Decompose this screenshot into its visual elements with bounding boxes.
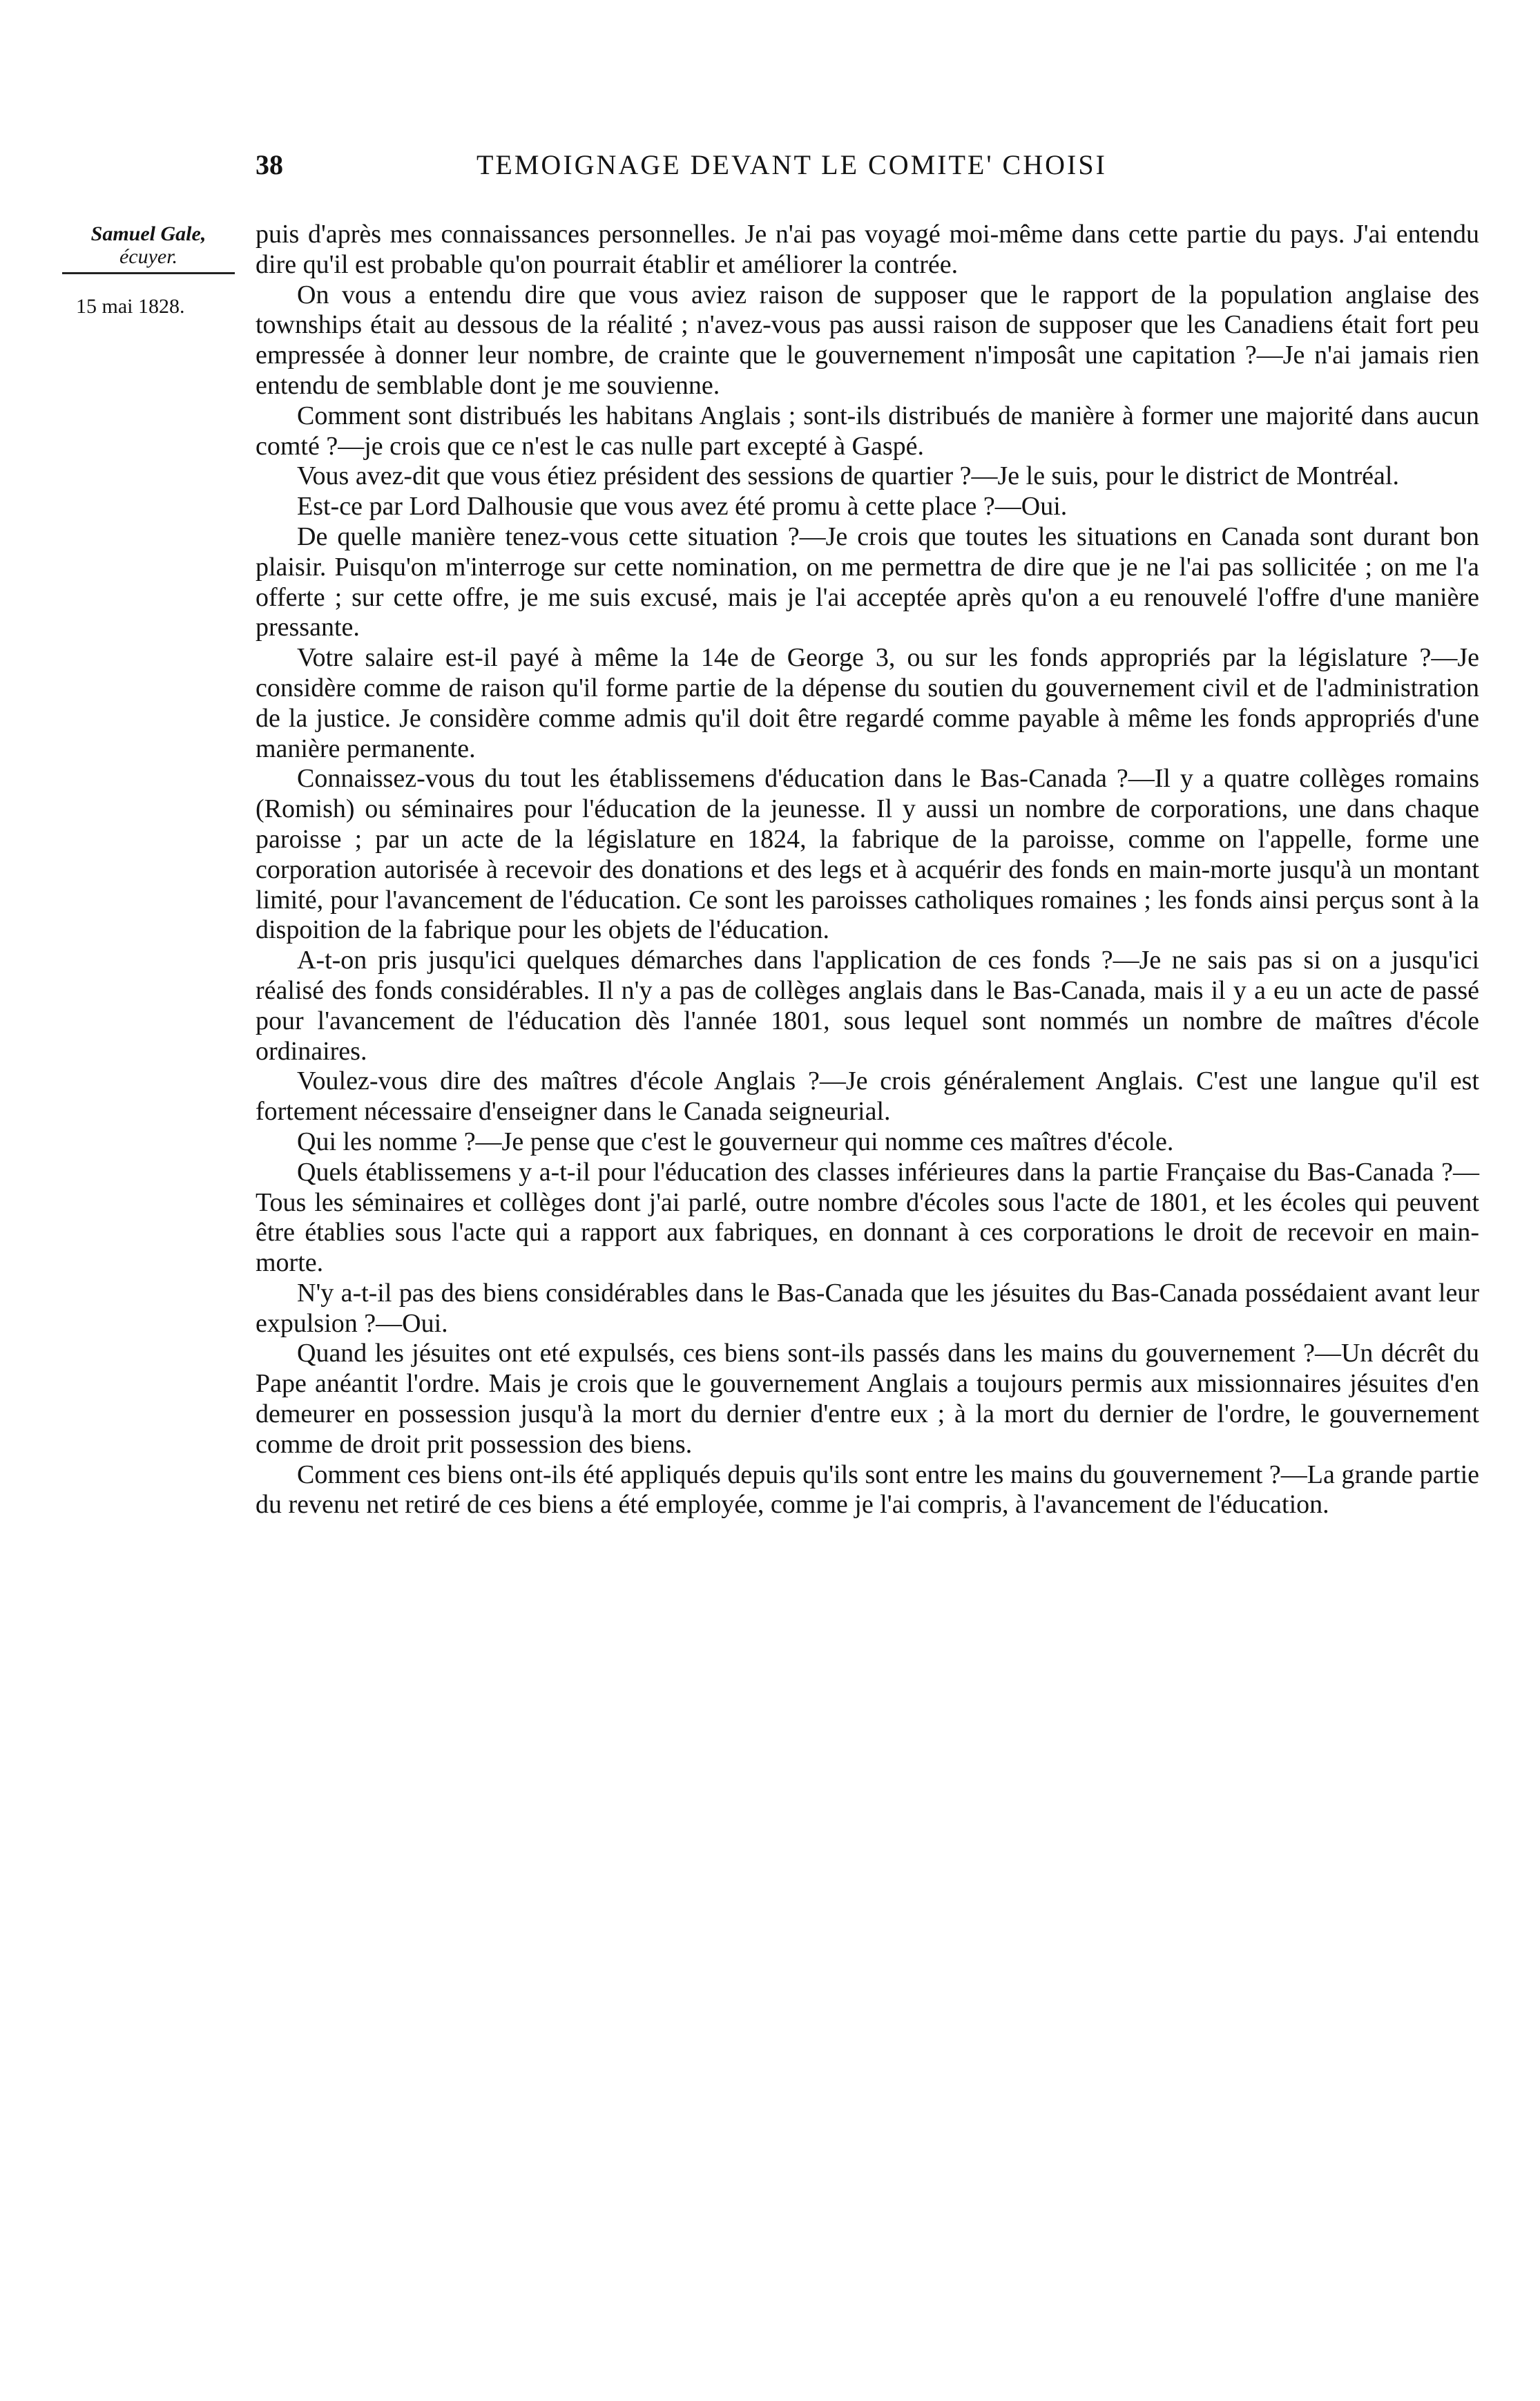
running-head [256,149,1492,190]
witness-title: écuyer. [119,245,178,268]
paragraph: Comment sont distribués les habitans Anglais ; sont-ils distribués de manière à former une majorité dans aucun comté ?—je crois que ce n'est le cas nulle part excepté à Gaspé. [256,401,1479,461]
paragraph: Qui les nomme ?—Je pense que c'est le gouverneur qui nomme ces maîtres d'école. [297,1127,1174,1156]
paragraph: De quelle manière tenez-vous cette situation ?—Je crois que toutes les situations en Canada sont durant bon plaisir. Puisqu'on m'interroge sur cette nomination, on me permettra de dire que je ne l'ai pas sollicitée ; on me l'a offerte ; sur cette offre, je me suis excusé, mais je l'ai acceptée après qu'on a eu renouvelé l'offre d'une manière pressante. [256,522,1479,642]
witness-name: Samuel Gale, [90,222,206,245]
paragraph: Est-ce par Lord Dalhousie que vous avez été promu à cette place ?—Oui. [297,492,1068,522]
paragraph: Quels établissemens y a-t-il pour l'éducation des classes inférieures dans la partie Française du Bas-Canada ?—Tous les séminaires et collèges dont j'ai parlé, outre nombre d'écoles sous l'acte de 1801, et les écoles qui peuvent être établies sous l'acte qui a rapport aux fabriques, en donnant à ces corporations le droit de recevoir en main-morte. [256,1157,1479,1278]
testimony-date: 15 mai 1828. [76,295,185,318]
paragraph: On vous a entendu dire que vous aviez raison de supposer que le rapport de la population anglaise des townships était au dessous de la réalité ; n'avez-vous pas aussi raison de supposer que les Canadiens était fort peu empressée à donner leur nombre, de crainte que le gouvernement n'imposât une capitation ?—Je n'ai jamais rien entendu de semblable dont je me souvienne. [256,280,1479,400]
paragraph: Connaissez-vous du tout les établissemens d'éducation dans le Bas-Canada ?—Il y a quatre collèges romains (Romish) ou séminaires pour l'éducation de la jeunesse. Il y aussi un nombre de corporations, une dans chaque paroisse ; par un acte de la législature en 1824, la fabrique de la paroisse, comme on l'appelle, forme une corporation autorisée à recevoir des donations et des legs et à acquérir des fonds en main-morte jusqu'à un montant limité, pour l'avancement de l'éducation. Ce sont les paroisses catholiques romaines ; les fonds ainsi perçus sont à la dispoition de la fabrique pour les objets de l'éducation. [256,764,1479,945]
paragraph: Comment ces biens ont-ils été appliqués depuis qu'ils sont entre les mains du gouvernement ?—La grande partie du revenu net retiré de ces biens a été employée, comme je l'ai compris, à l'avancement de l'éducation. [256,1460,1479,1520]
paragraph: Votre salaire est-il payé à même la 14e de George 3, ou sur les fonds appropriés par la législature ?—Je considère comme de raison qu'il forme partie de la dépense du soutien du gouvernement civil et de l'administration de la justice. Je considère comme admis qu'il doit être regardé comme payable à même les fonds appropriés d'une manière permanente. [256,643,1479,763]
paragraph: Quand les jésuites ont eté expulsés, ces biens sont-ils passés dans les mains du gouvernement ?—Un décrêt du Pape anéantit l'ordre. Mais je crois que le gouvernement Anglais a toujours permis aux missionnaires jésuites d'en demeurer en possession jusqu'à la mort du dernier d'entre eux ; à la mort du dernier de l'ordre, le gouvernement comme de droit prit possession des biens. [256,1339,1479,1459]
paragraph: A-t-on pris jusqu'ici quelques démarches dans l'application de ces fonds ?—Je ne sais pas si on a jusqu'ici réalisé des fonds considérables. Il n'y a pas de collèges anglais dans le Bas-Canada, mais il y a eu un acte de passé pour l'avancement de l'éducation dès l'année 1801, sous lequel sont nommés un nombre de maîtres d'école ordinaires. [256,946,1479,1066]
margin-note [48,222,249,318]
body-text [256,220,1479,1520]
header-title: TEMOIGNAGE DEVANT LE COMITE' CHOISI [477,149,1107,180]
paragraph: Vous avez-dit que vous étiez président des sessions de quartier ?—Je le suis, pour le district de Montréal. [297,461,1399,491]
page-number: 38 [256,149,283,180]
paragraph: N'y a-t-il pas des biens considérables dans le Bas-Canada que les jésuites du Bas-Canada possédaient avant leur expulsion ?—Oui. [256,1278,1479,1338]
margin-brace [62,272,235,292]
paragraph: puis d'après mes connaissances personnelles. Je n'ai pas voyagé moi-même dans cette partie du pays. J'ai entendu dire qu'il est probable qu'on pourrait établir et améliorer la contrée. [256,220,1479,279]
paragraph: Voulez-vous dire des maîtres d'école Anglais ?—Je crois généralement Anglais. C'est une langue qu'il est fortement nécessaire d'enseigner dans le Canada seigneurial. [256,1066,1479,1127]
